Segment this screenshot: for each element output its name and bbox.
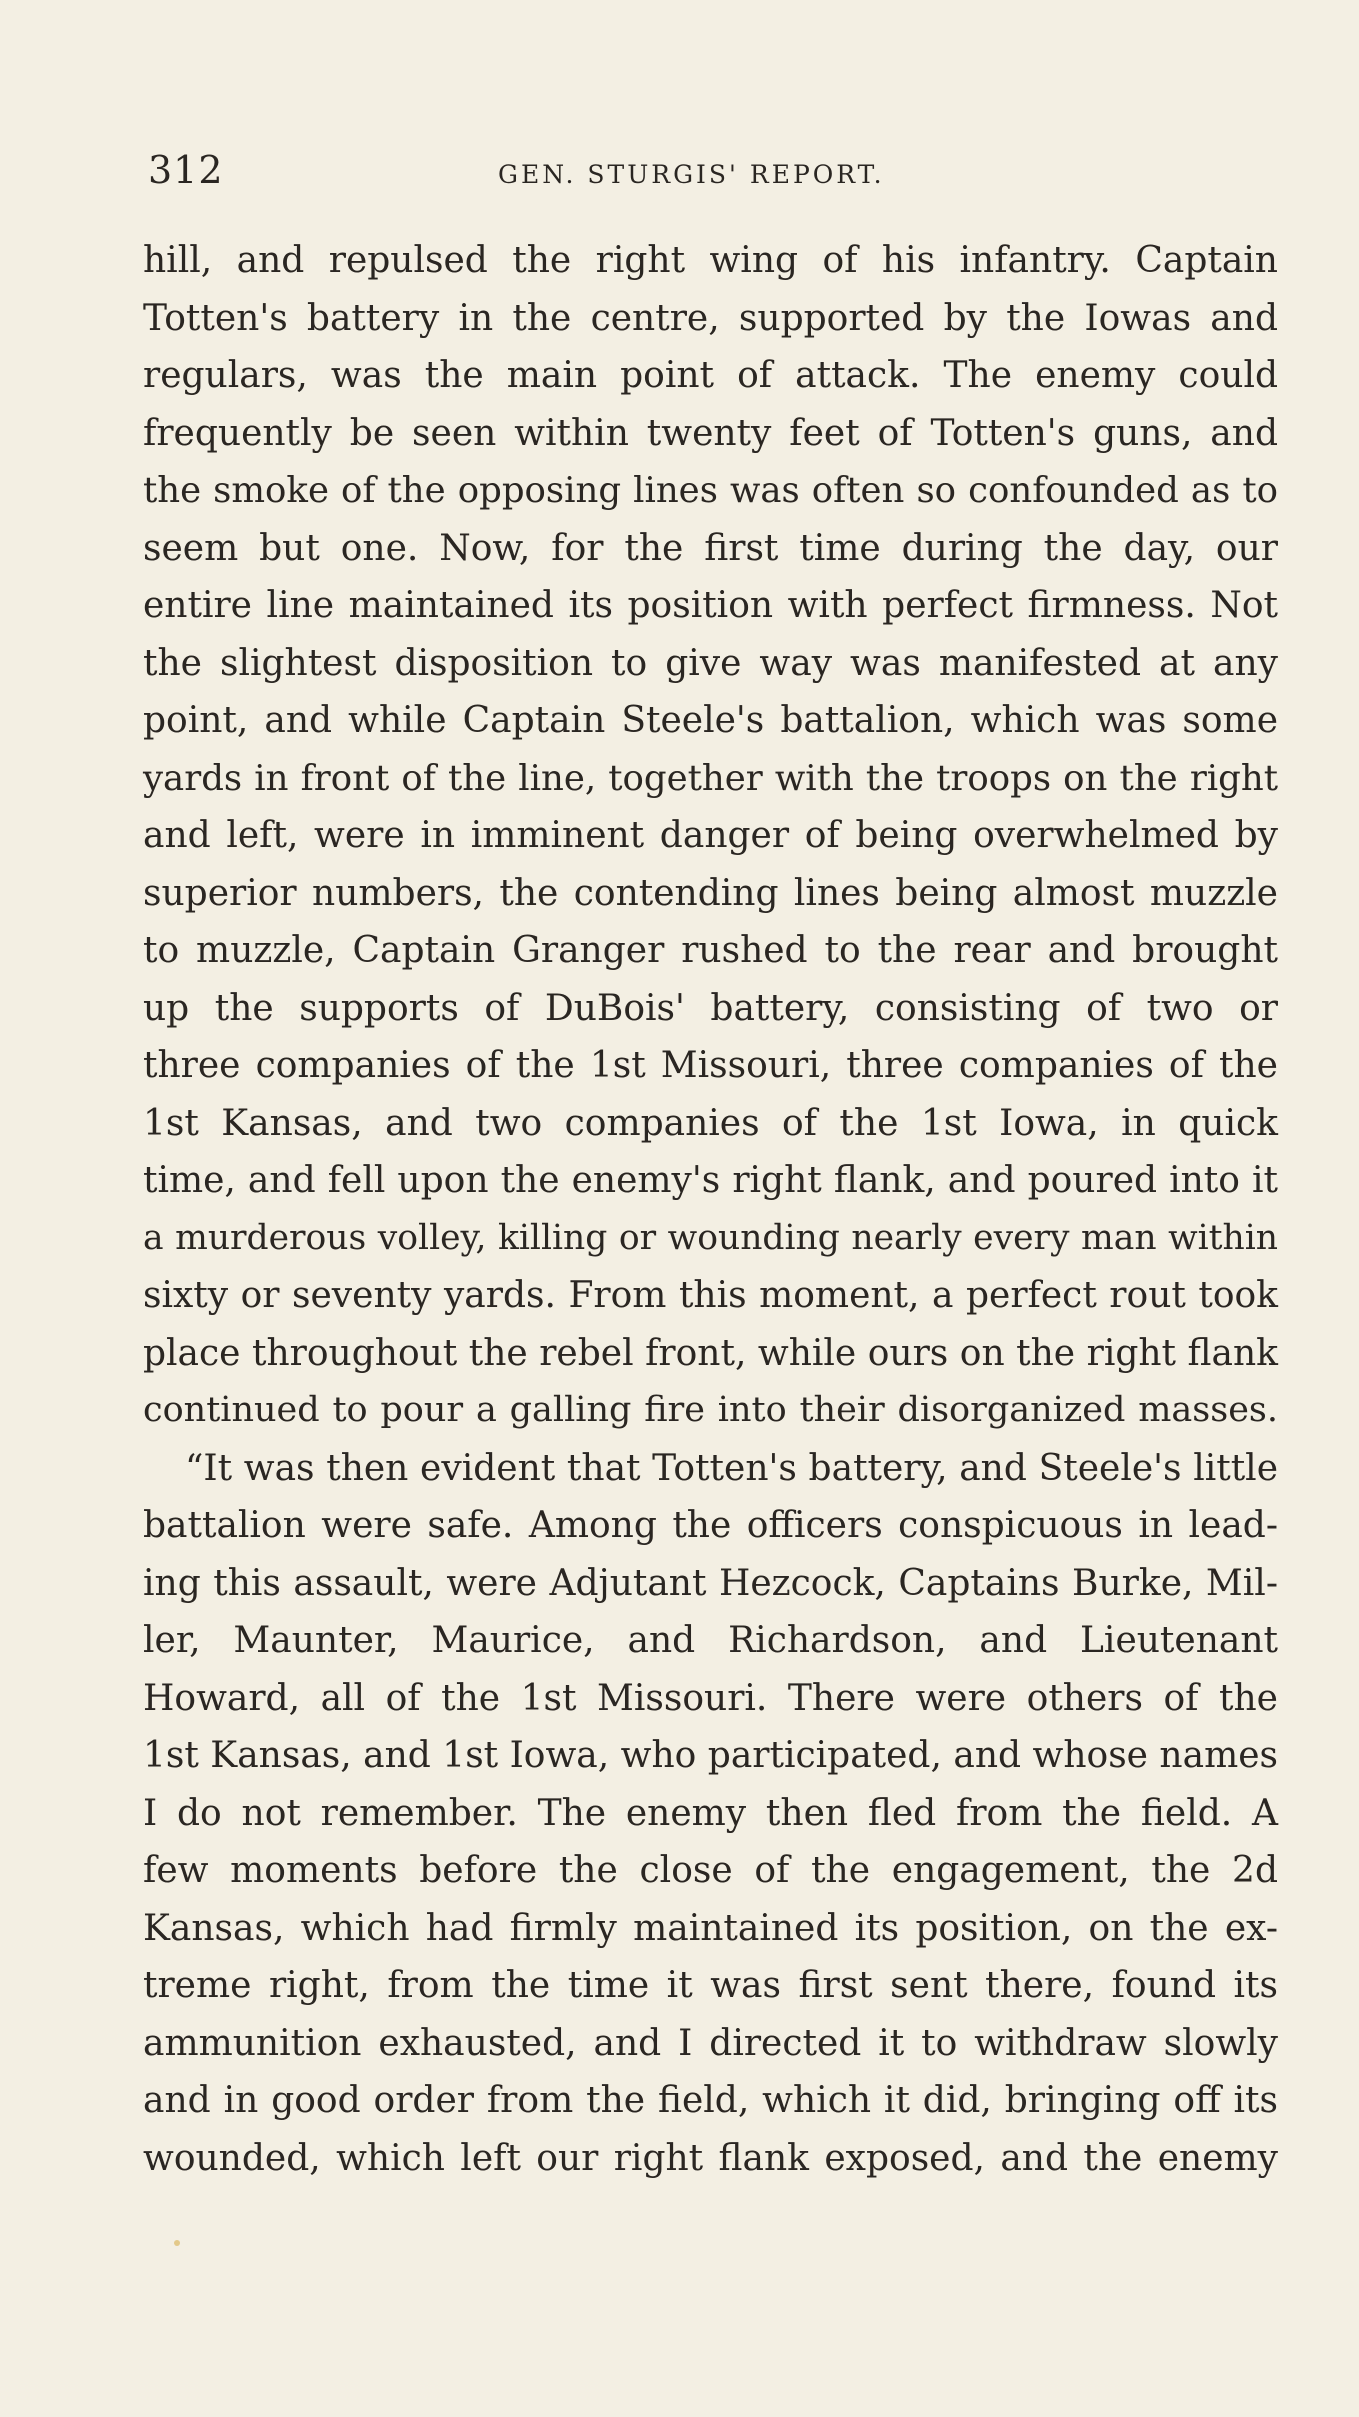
text-line: seem but one. Now, for the first time during the day, our (143, 527, 1278, 569)
text-line: 1st Kansas, and two companies of the 1st Iowa, in quick (143, 1102, 1278, 1144)
text-line: I do not remember. The enemy then fled from the field. A (143, 1792, 1278, 1834)
text-line: Kansas, which had firmly maintained its position, on the ex- (143, 1907, 1278, 1949)
text-line: place throughout the rebel front, while ours on the right flank (143, 1332, 1278, 1374)
text-line: frequently be seen within twenty feet of Totten's guns, and (143, 412, 1278, 454)
paper-speck (174, 2240, 180, 2246)
text-line: wounded, which left our right flank exposed, and the enemy (143, 2137, 1278, 2179)
text-line: point, and while Captain Steele's battalion, which was some (143, 700, 1278, 741)
text-line: regulars, was the main point of attack. The enemy could (143, 355, 1278, 396)
text-line: hill, and repulsed the right wing of his infantry. Captain (143, 240, 1278, 281)
text-line: three companies of the 1st Missouri, three companies of the (143, 1045, 1278, 1086)
text-line: entire line maintained its position with perfect firmness. Not (143, 585, 1278, 626)
text-line: few moments before the close of the engagement, the 2d (143, 1850, 1278, 1891)
text-line: Totten's battery in the centre, supported by the Iowas and (143, 297, 1278, 339)
text-line: and in good order from the field, which it did, bringing off its (143, 2080, 1278, 2121)
text-line: the smoke of the opposing lines was often so confounded as to (143, 470, 1278, 511)
text-line-paragraph-start: “It was then evident that Totten's battery, and Steele's little (185, 1447, 1278, 1489)
running-head (148, 148, 1278, 208)
text-line: 1st Kansas, and 1st Iowa, who participated, and whose names (143, 1735, 1278, 1776)
text-line: ler, Maunter, Maurice, and Richardson, and Lieutenant (143, 1620, 1278, 1661)
text-line: ammunition exhausted, and I directed it to withdraw slowly (143, 2022, 1278, 2064)
page-number: 312 (148, 148, 224, 192)
text-line: superior numbers, the contending lines being almost muzzle (143, 872, 1278, 914)
text-line: a murderous volley, killing or wounding nearly every man within (143, 1217, 1278, 1258)
body-text (143, 232, 1278, 2187)
text-line: battalion were safe. Among the officers conspicuous in lead- (143, 1505, 1278, 1546)
text-line: the slightest disposition to give way was manifested at any (143, 642, 1278, 684)
text-line: to muzzle, Captain Granger rushed to the rear and brought (143, 930, 1278, 971)
text-line: and left, were in imminent danger of being overwhelmed by (143, 815, 1278, 856)
text-line: sixty or seventy yards. From this moment, a perfect rout took (143, 1275, 1278, 1316)
text-line: yards in front of the line, together with the troops on the right (143, 757, 1278, 799)
text-line: ing this assault, were Adjutant Hezcock, Captains Burke, Mil- (143, 1562, 1278, 1604)
text-line: treme right, from the time it was first sent there, found its (143, 1965, 1278, 2006)
text-line: continued to pour a galling fire into their disorganized masses. (143, 1390, 1278, 1430)
text-line: Howard, all of the 1st Missouri. There were others of the (143, 1677, 1278, 1719)
text-line: up the supports of DuBois' battery, consisting of two or (143, 987, 1278, 1029)
running-title: GEN. STURGIS' REPORT. (498, 160, 885, 189)
text-line: time, and fell upon the enemy's right flank, and poured into it (143, 1160, 1278, 1201)
